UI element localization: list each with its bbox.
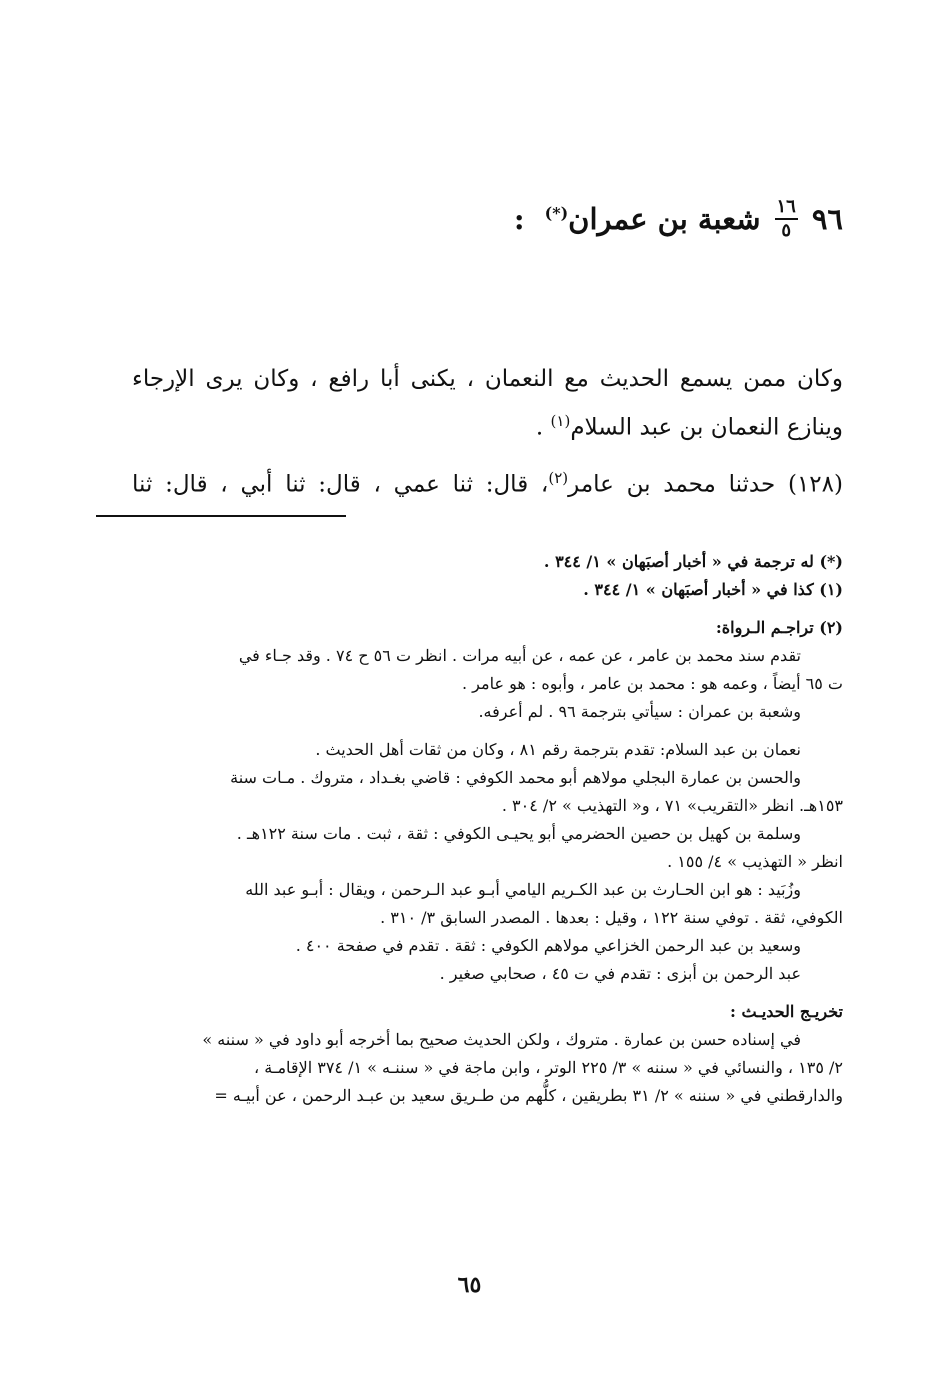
footnote-2-line: وسلمة بن كهيل بن حصين الحضرمي أبو يحيـى الكوفي : ثقة ، ثبت . مات سنة ١٢٢هـ . [236, 824, 801, 843]
footnote-star: (*) له ترجمة في « أخبار أصبَهان » ١/ ٣٤٤ . [543, 552, 843, 571]
main-paragraph-1-end: . [535, 414, 551, 441]
narrator-name-text: شعبة بن عمران [568, 202, 761, 236]
footnote-2-line: نعمان بن عبد السلام: تقدم بترجمة رقم ٨١ ، وكان من ثقات أهل الحديث . [315, 740, 801, 759]
footnote-2-line: وشعبة بن عمران : سيأتي بترجمة ٩٦ . لم أعرفه. [478, 702, 801, 721]
footnote-separator [96, 515, 346, 517]
footnote-2-line: وزُبَيد : هو ابن الحـارث بن عبد الكـريم اليامي أبـو عبد الـرحمن ، ويقال : أبـو عبد الله [245, 880, 801, 899]
main-paragraph-1 [132, 358, 843, 449]
footnote-2-line: وسعيد بن عبد الرحمن الخزاعي مولاهم الكوفي : ثقة . تقدم في صفحة ٤٠٠ . [295, 936, 801, 955]
entry-heading [514, 198, 843, 240]
main-paragraph-2-end: ، قال: ثنا عمي ، قال: ثنا أبي ، قال: ثنا [132, 471, 549, 498]
takhrij-line: في إسناده حسن بن عمارة . متروك ، ولكن الحديث صحيح بما أخرجه أبو داود في « سننه » [202, 1030, 801, 1049]
footnote-2-line: انظر « التهذيب » ٤/ ١٥٥ . [667, 852, 843, 871]
takhrij-line: ٢/ ١٣٥ ، والنسائي في « سننه » ٣/ ٢٢٥ الوتر ، وابن ماجة في « سننـه » ١/ ٣٧٤ الإقامـة ، [253, 1058, 843, 1077]
footnote-2-line: تقدم سند محمد بن عامر ، عن عمه ، عن أبيه مرات . انظر ت ٥٦ ح ٧٤ . وقد جـاء في [238, 646, 801, 665]
reference-fraction [775, 198, 798, 240]
footnote-ref-2: (٢) [548, 468, 569, 487]
heading-colon: : [513, 202, 525, 236]
footnote-1: (١) كذا في « أخبار أصبَهان » ١/ ٣٤٤ . [583, 580, 843, 599]
page-number: ٦٥ [457, 1272, 482, 1298]
fraction-numerator: ١٦ [775, 198, 798, 220]
footnotes [132, 548, 843, 1110]
main-paragraph-1-text: وكان ممن يسمع الحديث مع النعمان ، يكنى أبا رافع ، وكان يرى الإرجاء وينازع النعمان بن عبد السلام [132, 366, 843, 441]
footnote-2-line: والحسن بن عمارة البجلي مولاهم أبو محمد الكوفي : قاضي بغـداد ، متروك . مـات سنة [230, 768, 801, 787]
main-text [132, 358, 843, 505]
takhrij-title: تخريـج الحديـث : [729, 1002, 843, 1021]
name-note-mark: (*) [544, 203, 569, 223]
takhrij-line: والدارقطني في « سننه » ٢/ ٣١ بطريقين ، كلُّهم من طـريق سعيد بن عبـد الرحمن ، عن أبيـه = [214, 1086, 843, 1105]
footnote-ref-1: (١) [550, 412, 571, 430]
footnote-2-title: (٢) تراجـم الـرواة: [715, 618, 843, 637]
entry-number: ٩٦ [811, 202, 843, 236]
fraction-denominator: ٥ [781, 220, 792, 241]
narrator-name [545, 202, 761, 236]
main-paragraph-2-start: (١٢٨) حدثنا محمد بن عامر [568, 471, 843, 498]
footnote-2-line: الكوفي، ثقة . توفي سنة ١٢٢ ، وقيل : بعدها . المصدر السابق ٣/ ٣١٠ . [380, 908, 843, 927]
footnote-2-line: ١٥٣هـ. انظر «التقريب» ٧١ ، و« التهذيب » ٢/ ٣٠٤ . [501, 796, 843, 815]
main-paragraph-2 [132, 457, 843, 506]
footnote-2-line: ت ٦٥ أيضاً ، وعمه هو : محمد بن عامر ، وأبوه : هو عامر . [462, 674, 843, 693]
footnote-2-line: عبد الرحمن بن أبزى : تقدم في ت ٤٥ ، صحابي صغير . [439, 964, 801, 983]
